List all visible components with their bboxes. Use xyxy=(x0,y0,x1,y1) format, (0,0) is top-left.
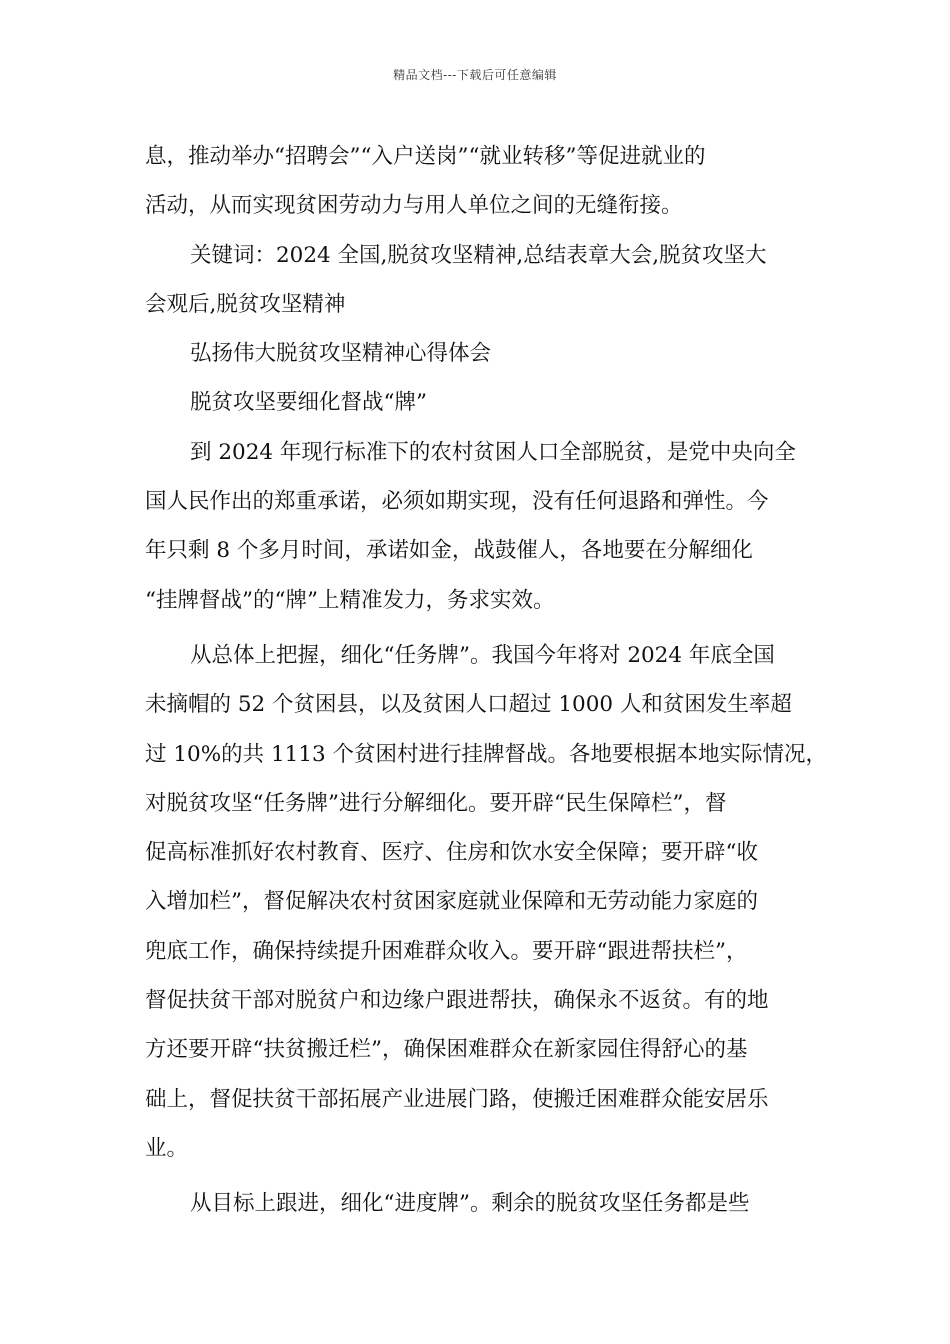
document-body xyxy=(145,132,828,1229)
text-line: 从总体上把握，细化“任务牌”。我国今年将对 2024 年底全国 xyxy=(190,642,775,668)
text-line: “挂牌督战”的“牌”上精准发力，务求实效。 xyxy=(145,587,555,613)
text-line: 到 2024 年现行标准下的农村贫困人口全部脱贫，是党中央向全 xyxy=(190,439,796,465)
text-line: 方还要开辟“扶贫搬迁栏”，确保困难群众在新家园住得舒心的基 xyxy=(145,1037,748,1063)
text-line: 础上，督促扶贫干部拓展产业进展门路，使搬迁困难群众能安居乐 xyxy=(145,1086,769,1112)
text-line: 未摘帽的 52 个贫困县，以及贫困人口超过 1000 人和贫困发生率超 xyxy=(145,692,792,718)
paragraph xyxy=(145,1179,810,1228)
text-line: 促高标准抓好农村教育、医疗、住房和饮水安全保障；要开辟“收 xyxy=(145,840,758,866)
text-line: 督促扶贫干部对脱贫户和边缘户跟进帮扶，确保永不返贫。有的地 xyxy=(145,988,769,1014)
text-line: 息，推动举办“招聘会”“入户送岗”“就业转移”等促进就业的 xyxy=(145,144,706,169)
text-line: 业。 xyxy=(145,1135,189,1161)
text-line: 会观后,脱贫攻坚精神 xyxy=(145,291,346,317)
text-line: 入增加栏”，督促解决农村贫困家庭就业保障和无劳动能力家庭的 xyxy=(145,889,758,915)
section-title xyxy=(145,329,810,378)
text-line: 对脱贫攻坚“任务牌”进行分解细化。要开辟“民生保障栏”，督 xyxy=(145,790,727,816)
text-line: 从目标上跟进，细化“进度牌”。剩余的脱贫攻坚任务都是些 xyxy=(190,1191,750,1217)
paragraph xyxy=(145,428,810,625)
text-line: 国人民作出的郑重承诺，必须如期实现，没有任何退路和弹性。今 xyxy=(145,489,769,515)
text-line: 关键词：2024 全国,脱贫攻坚精神,总结表章大会,脱贫攻坚大 xyxy=(190,242,767,268)
text-line: 弘扬伟大脱贫攻坚精神心得体会 xyxy=(190,341,492,367)
text-line: 过 10%的共 1113 个贫困村进行挂牌督战。各地要根据本地实际情况， xyxy=(145,741,828,767)
keywords-paragraph xyxy=(145,231,810,330)
paragraph xyxy=(145,631,828,1173)
paragraph xyxy=(145,132,810,231)
text-line: 兜底工作，确保持续提升困难群众收入。要开辟“跟进帮扶栏”， xyxy=(145,938,748,964)
text-line: 年只剩 8 个多月时间，承诺如金，战鼓催人，各地要在分解细化 xyxy=(145,538,753,564)
article-title xyxy=(145,378,810,427)
text-line: 脱贫攻坚要细化督战“牌” xyxy=(190,390,427,416)
page-header: 精品文档---下载后可任意编辑 xyxy=(393,68,557,82)
text-line: 活动，从而实现贫困劳动力与用人单位之间的无缝衔接。 xyxy=(145,193,683,219)
